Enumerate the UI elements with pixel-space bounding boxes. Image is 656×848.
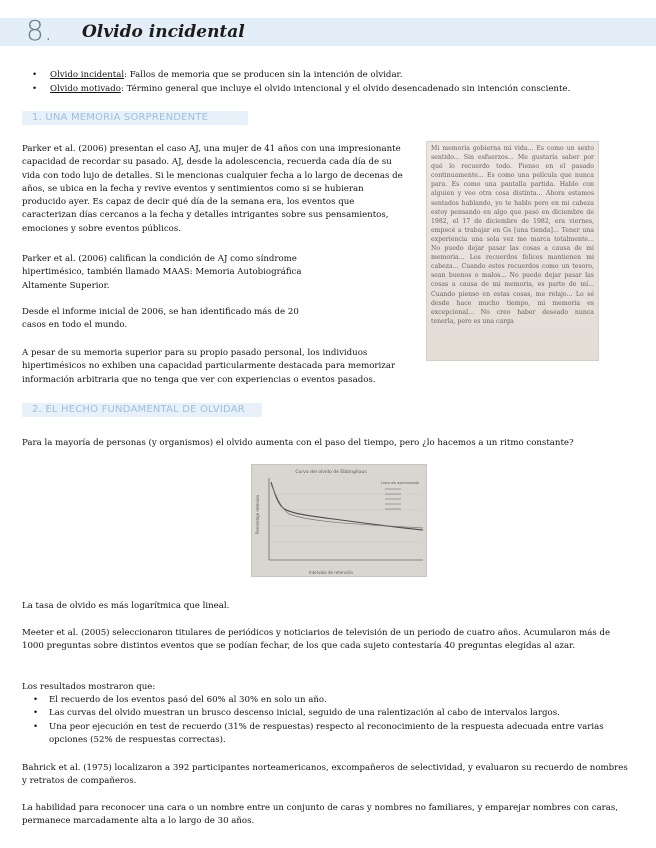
paragraph-question: Para la mayoría de personas (y organismos) el olvido aumenta con el paso del tiempo, pero ¿lo hacemos a un ritmo constante? (22, 438, 574, 448)
forgetting-curve-figure (251, 464, 427, 577)
definition-term: Olvido incidental (50, 70, 125, 80)
definition-item (30, 82, 640, 96)
chapter-number: 8. (26, 14, 53, 47)
result-item: • Las curvas del olvido muestran un brusco descenso inicial, seguido de una ralentización al cabo de intervalos largos. (30, 707, 630, 720)
result-item: • El recuerdo de los eventos pasó del 60% al 30% en solo un año. (30, 694, 630, 707)
definition-list (30, 68, 640, 96)
section-1-heading: 1. UNA MEMORIA SORPRENDENTE (32, 112, 209, 123)
paragraph-maas: Parker et al. (2006) califican la condición de AJ como síndrome hipertimésico, también llamado MAAS: Memoria Autobiográfica Altamente Superior. (22, 254, 302, 291)
definition-item (30, 68, 640, 82)
chart-legend-lines (385, 489, 401, 509)
paragraph-bahrick: Bahrick et al. (1975) localizaron a 392 participantes norteamericanos, excompañeros de selectividad, y evaluaron su recuerdo de nombres y retratos de compañeros. (22, 763, 628, 787)
chart-legend-title: Lista de aprendizaje (381, 480, 420, 485)
section-2-heading: 2. EL HECHO FUNDAMENTAL DE OLVIDAR (32, 404, 245, 415)
quote-text: Mi memoria gobierna mi vida... Es como un sexto sentido... Sin esfuerzos... Me gustaría saber por qué lo recuerdo todo. Pienso en el pasado continuamente... Es como una película que nunca para. Es como una pantalla partida. Hablo con alguien y veo otra cosa distinta... Ahora estamos sentados hablando, yo te hablo pero en mi cabeza estoy pensando en algo que pasó en diciembre de 1982, el 17 de diciembre de 1982, era viernes, empecé a trabajar en Gs [una tienda]... Tener una experiencia una sola vez me marca totalmente... No puedo dejar pasar las cosas a causa de mi memoria... Los recuerdos felices mantienen mi cabeza... Cuando estos recuerdos como un tesoro, sean buenos o malos... No puedo dejar pasar las cosas a causa de mi memoria, es parte de mí... Cuando pienso en estas cosas, me relajo... Lo sé desde hace mucho tiempo, mi memoria es excepcional... No creo haber deseado nunca tenerla, pero es una carga (431, 145, 594, 325)
paragraph-parker-aj: Parker et al. (2006) presentan el caso AJ, una mujer de 41 años con una impresionante capacidad de recordar su pasado. AJ, desde la adolescencia, recuerda cada día de su vida con todo lujo de detalles. Si le mencionas cualquier fecha a lo largo de decenas de años, se ubica en la fecha y revive eventos y sentimientos como si se hubieran producido ayer. Es capaz de decir qué día de la semana era, los eventos que caracterizan días cercanos a la fecha y detalles intrigantes sobre sus pensamientos, emociones y sobre eventos públicos. (22, 144, 403, 234)
paragraph-meeter: Meeter et al. (2005) seleccionaron titulares de periódicos y noticiarios de televisión de un periodo de cuatro años. Acumularon más de 1000 preguntas sobre distintos eventos que se podían fechar, de los que cada sujeto contestaría 40 preguntas elegidas al azar. (22, 628, 611, 652)
paragraph-ability: La habilidad para reconocer una cara o un nombre entre un conjunto de caras y nombres no familiares, y emparejar nombres con caras, permanece marcadamente alta a lo largo de 30 años. (22, 803, 619, 827)
forgetting-curve-svg (251, 464, 427, 577)
paragraph-results-intro: Los resultados mostraron que: (22, 682, 156, 692)
definition-term: Olvido motivado (50, 84, 121, 94)
chapter-title: Olvido incidental (82, 22, 245, 42)
definition-text: : Fallos de memoria que se producen sin la intención de olvidar. (124, 70, 403, 80)
chart-xlabel: Intervalo de retención (308, 570, 354, 575)
paragraph-cases: Desde el informe inicial de 2006, se han identificado más de 20 casos en todo el mundo. (22, 307, 299, 331)
chart-curve-2 (271, 484, 423, 528)
paragraph-rate: La tasa de olvido es más logarítmica que lineal. (22, 601, 230, 611)
result-item: • Una peor ejecución en test de recuerdo (31% de respuestas) respecto al reconocimiento de la respuesta adecuada entre varias opciones (52% de respuestas correctas). (30, 721, 630, 748)
chart-ylabel: Porcentaje retenido (255, 494, 260, 534)
chart-title: Curva del olvido de Ebbinghaus (295, 470, 367, 475)
results-list (30, 694, 630, 747)
quote-image (426, 141, 599, 361)
chart-gridlines (269, 494, 423, 542)
paragraph-hyperthymesia: A pesar de su memoria superior para su propio pasado personal, los individuos hipertimésicos no exhiben una capacidad particularmente destacada para memorizar información arbitraria que no tenga que ver con experiencias o eventos pasados. (22, 348, 396, 385)
definition-text: : Término general que incluye el olvido intencional y el olvido desencadenado sin intención consciente. (120, 84, 571, 94)
